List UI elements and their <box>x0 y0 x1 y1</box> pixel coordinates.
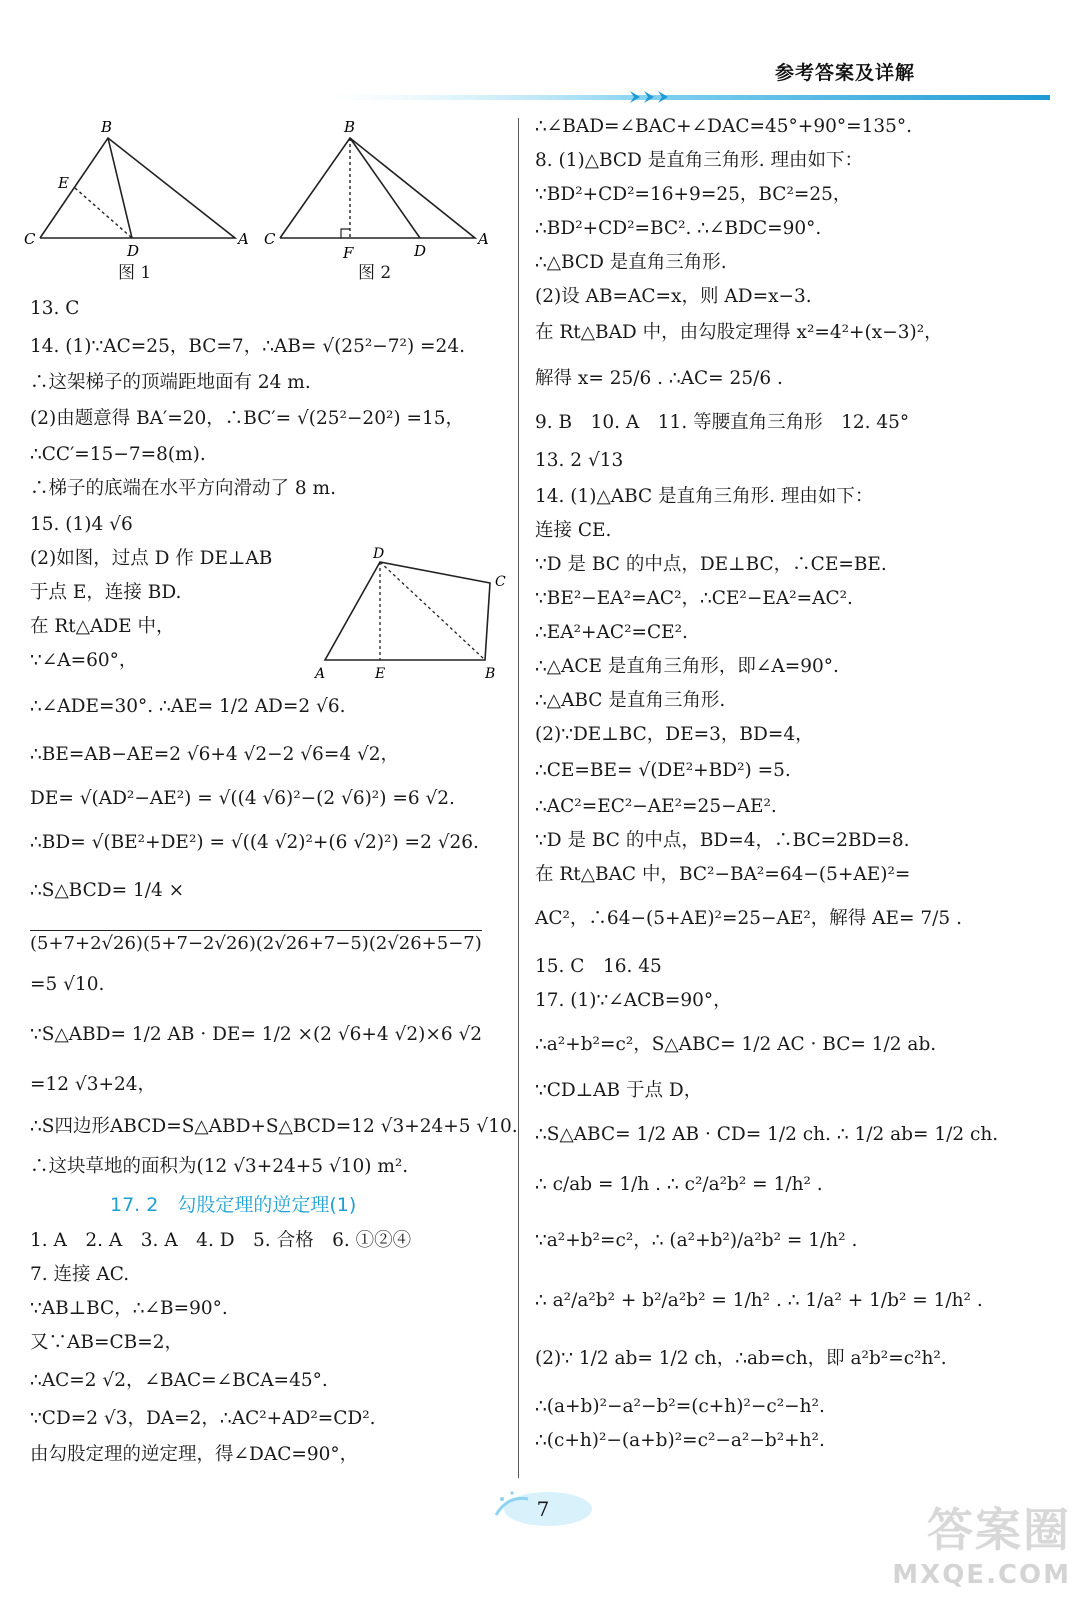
header-band <box>330 88 1050 106</box>
text-line: 由勾股定理的逆定理，得∠DAC=90°， <box>30 1444 359 1465</box>
text-line: ∴S△ABC= 1/2 AB · CD= 1/2 ch. ∴ 1/2 ab= 1/2 ch. <box>535 1124 999 1145</box>
text-line: (2)如图，过点 D 作 DE⊥AB <box>30 548 273 569</box>
text-line: ∴(c+h)²−(a+b)²=c²−a²−b²+h². <box>535 1430 825 1451</box>
text-line: ∴△ACE 是直角三角形，即∠A=90°. <box>535 656 839 677</box>
column-divider <box>518 118 519 1478</box>
text-line: ∴S△BCD= 1/4 × <box>30 880 185 901</box>
svg-text:C: C <box>264 230 276 248</box>
text-line: ∴BE=AB−AE=2 √6+4 √2−2 √6=4 √2， <box>30 744 400 765</box>
text-line: (2)由题意得 BA′=20，∴BC′= √(25²−20²) =15， <box>30 408 465 429</box>
text-line: ∴ c/ab = 1/h . ∴ c²/a²b² = 1/h² . <box>535 1174 823 1195</box>
text-line: ∴BD²+CD²=BC². ∴∠BDC=90°. <box>535 218 822 239</box>
page-number-badge <box>488 1485 598 1531</box>
text-line: ∵BD²+CD²=16+9=25，BC²=25， <box>535 184 852 205</box>
text-line: 13. C <box>30 298 80 319</box>
text-line: ∴梯子的底端在水平方向滑动了 8 m. <box>30 478 336 499</box>
text-line: ∴CC′=15−7=8(m). <box>30 444 206 465</box>
svg-text:C: C <box>495 574 506 590</box>
text-line: (2)∵ 1/2 ab= 1/2 ch，∴ab=ch，即 a²b²=c²h². <box>535 1348 947 1369</box>
text-line: ∴∠BAD=∠BAC+∠DAC=45°+90°=135°. <box>535 116 913 137</box>
text-line: 15. (1)4 √6 <box>30 514 133 535</box>
fig1-label-C: C <box>24 230 36 248</box>
text-line: ∴△BCD 是直角三角形. <box>535 252 727 273</box>
text-line: ∵D 是 BC 的中点，BD=4，∴BC=2BD=8. <box>535 830 910 851</box>
text-line: ∵CD⊥AB 于点 D， <box>535 1080 703 1101</box>
text-line: ∴CE=BE= √(DE²+BD²) =5. <box>535 760 791 781</box>
text-line: 7. 连接 AC. <box>30 1264 130 1285</box>
text-line: ∴这块草地的面积为(12 √3+24+5 √10) m². <box>30 1156 409 1177</box>
text-line: 解得 x= 25/6 . ∴AC= 25/6 . <box>535 368 783 389</box>
text-line: 14. (1)△ABC 是直角三角形. 理由如下： <box>535 486 874 507</box>
text-line: 在 Rt△BAC 中，BC²−BA²=64−(5+AE)²= <box>535 864 911 885</box>
fig1-label-D: D <box>127 242 140 260</box>
text-line: =5 √10. <box>30 974 105 995</box>
svg-text:A: A <box>478 230 489 248</box>
text-line: ∵S△ABD= 1/2 AB · DE= 1/2 ×(2 √6+4 √2)×6 √2 <box>30 1024 483 1045</box>
fig1-label-A: A <box>238 230 249 248</box>
text-line: 15. C 16. 45 <box>535 956 662 977</box>
text-line: ∴AC=2 √2，∠BAC=∠BCA=45°. <box>30 1370 328 1391</box>
text-line: DE= √(AD²−AE²) = √((4 √6)²−(2 √6)²) =6 √2. <box>30 788 455 809</box>
text-line: ∴S四边形ABCD=S△ABD+S△BCD=12 √3+24+5 √10. <box>30 1116 518 1137</box>
text-line: 17. (1)∵∠ACB=90°， <box>535 990 732 1011</box>
text-line: 9. B 10. A 11. 等腰直角三角形 12. 45° <box>535 412 910 433</box>
text-line: ∴∠ADE=30°. ∴AE= 1/2 AD=2 √6. <box>30 696 346 717</box>
text-line: 在 Rt△ADE 中， <box>30 616 175 637</box>
svg-text:F: F <box>343 244 354 262</box>
watermark-url: MXQE.COM <box>892 1560 1071 1590</box>
svg-text:B: B <box>485 666 496 682</box>
text-line: (2)设 AB=AC=x，则 AD=x−3. <box>535 286 812 307</box>
svg-text:A: A <box>315 666 326 682</box>
fig1-label-E: E <box>58 174 69 192</box>
figure-1-triangle <box>24 118 260 260</box>
figure-1-caption: 图 1 <box>118 263 152 283</box>
watermark-logo: 答案圈 <box>927 1503 1071 1557</box>
text-line: 13. 2 √13 <box>535 450 624 471</box>
text-line: ∵CD=2 √3，DA=2，∴AC²+AD²=CD². <box>30 1408 376 1429</box>
text-line: 在 Rt△BAD 中，由勾股定理得 x²=4²+(x−3)²， <box>535 322 943 343</box>
header-title: 参考答案及详解 <box>774 62 915 84</box>
text-line: AC²，∴64−(5+AE)²=25−AE²，解得 AE= 7/5 . <box>535 908 962 929</box>
text-line: ∵a²+b²=c²，∴ (a²+b²)/a²b² = 1/h² . <box>535 1230 858 1251</box>
text-line: ∴a²+b²=c²，S△ABC= 1/2 AC · BC= 1/2 ab. <box>535 1034 937 1055</box>
figure-2-triangle <box>264 118 500 262</box>
text-line: 连接 CE. <box>535 520 612 541</box>
text-line: =12 √3+24， <box>30 1074 157 1095</box>
text-line: ∵BE²−EA²=AC²，∴CE²−EA²=AC². <box>535 588 853 609</box>
sqrt-expression: (5+7+2√26)(5+7−2√26)(2√26+7−5)(2√26+5−7) <box>30 930 482 957</box>
text-line: 又∵AB=CB=2， <box>30 1332 183 1353</box>
figure-2-caption: 图 2 <box>358 263 392 283</box>
figure-quadrilateral <box>315 548 515 683</box>
svg-text:D: D <box>373 546 385 562</box>
text-line: 1. A 2. A 3. A 4. D 5. 合格 6. ①②④ <box>30 1230 412 1251</box>
text-line: ∴EA²+AC²=CE². <box>535 622 688 643</box>
watermark <box>892 1494 1071 1590</box>
text-line: 8. (1)△BCD 是直角三角形. 理由如下： <box>535 150 864 171</box>
text-line: ∴ a²/a²b² + b²/a²b² = 1/h² . ∴ 1/a² + 1/b² = 1/h² . <box>535 1290 983 1311</box>
svg-text:B: B <box>344 118 356 136</box>
svg-text:E: E <box>375 666 386 682</box>
text-line: ∴(a+b)²−a²−b²=(c+h)²−c²−h². <box>535 1396 825 1417</box>
section-title: 17. 2 勾股定理的逆定理(1) <box>110 1194 357 1216</box>
text-line: 于点 E，连接 BD. <box>30 582 182 603</box>
page-number: 7 <box>536 1497 550 1521</box>
text-line: ∵AB⊥BC，∴∠B=90°. <box>30 1298 228 1319</box>
text-line: ∴△ABC 是直角三角形. <box>535 690 726 711</box>
text-line: ∵D 是 BC 的中点，DE⊥BC，∴CE=BE. <box>535 554 887 575</box>
text-line: (2)∵DE⊥BC，DE=3，BD=4， <box>535 724 814 745</box>
text-line: 14. (1)∵AC=25，BC=7，∴AB= √(25²−7²) =24. <box>30 336 465 357</box>
svg-text:D: D <box>414 242 427 260</box>
text-line: ∴这架梯子的顶端距地面有 24 m. <box>30 372 311 393</box>
text-line: ∴BD= √(BE²+DE²) = √((4 √2)²+(6 √2)²) =2 √26. <box>30 832 479 853</box>
text-line: ∵∠A=60°， <box>30 650 138 671</box>
text-line: ∴AC²=EC²−AE²=25−AE². <box>535 796 777 817</box>
fig1-label-B: B <box>101 118 113 136</box>
